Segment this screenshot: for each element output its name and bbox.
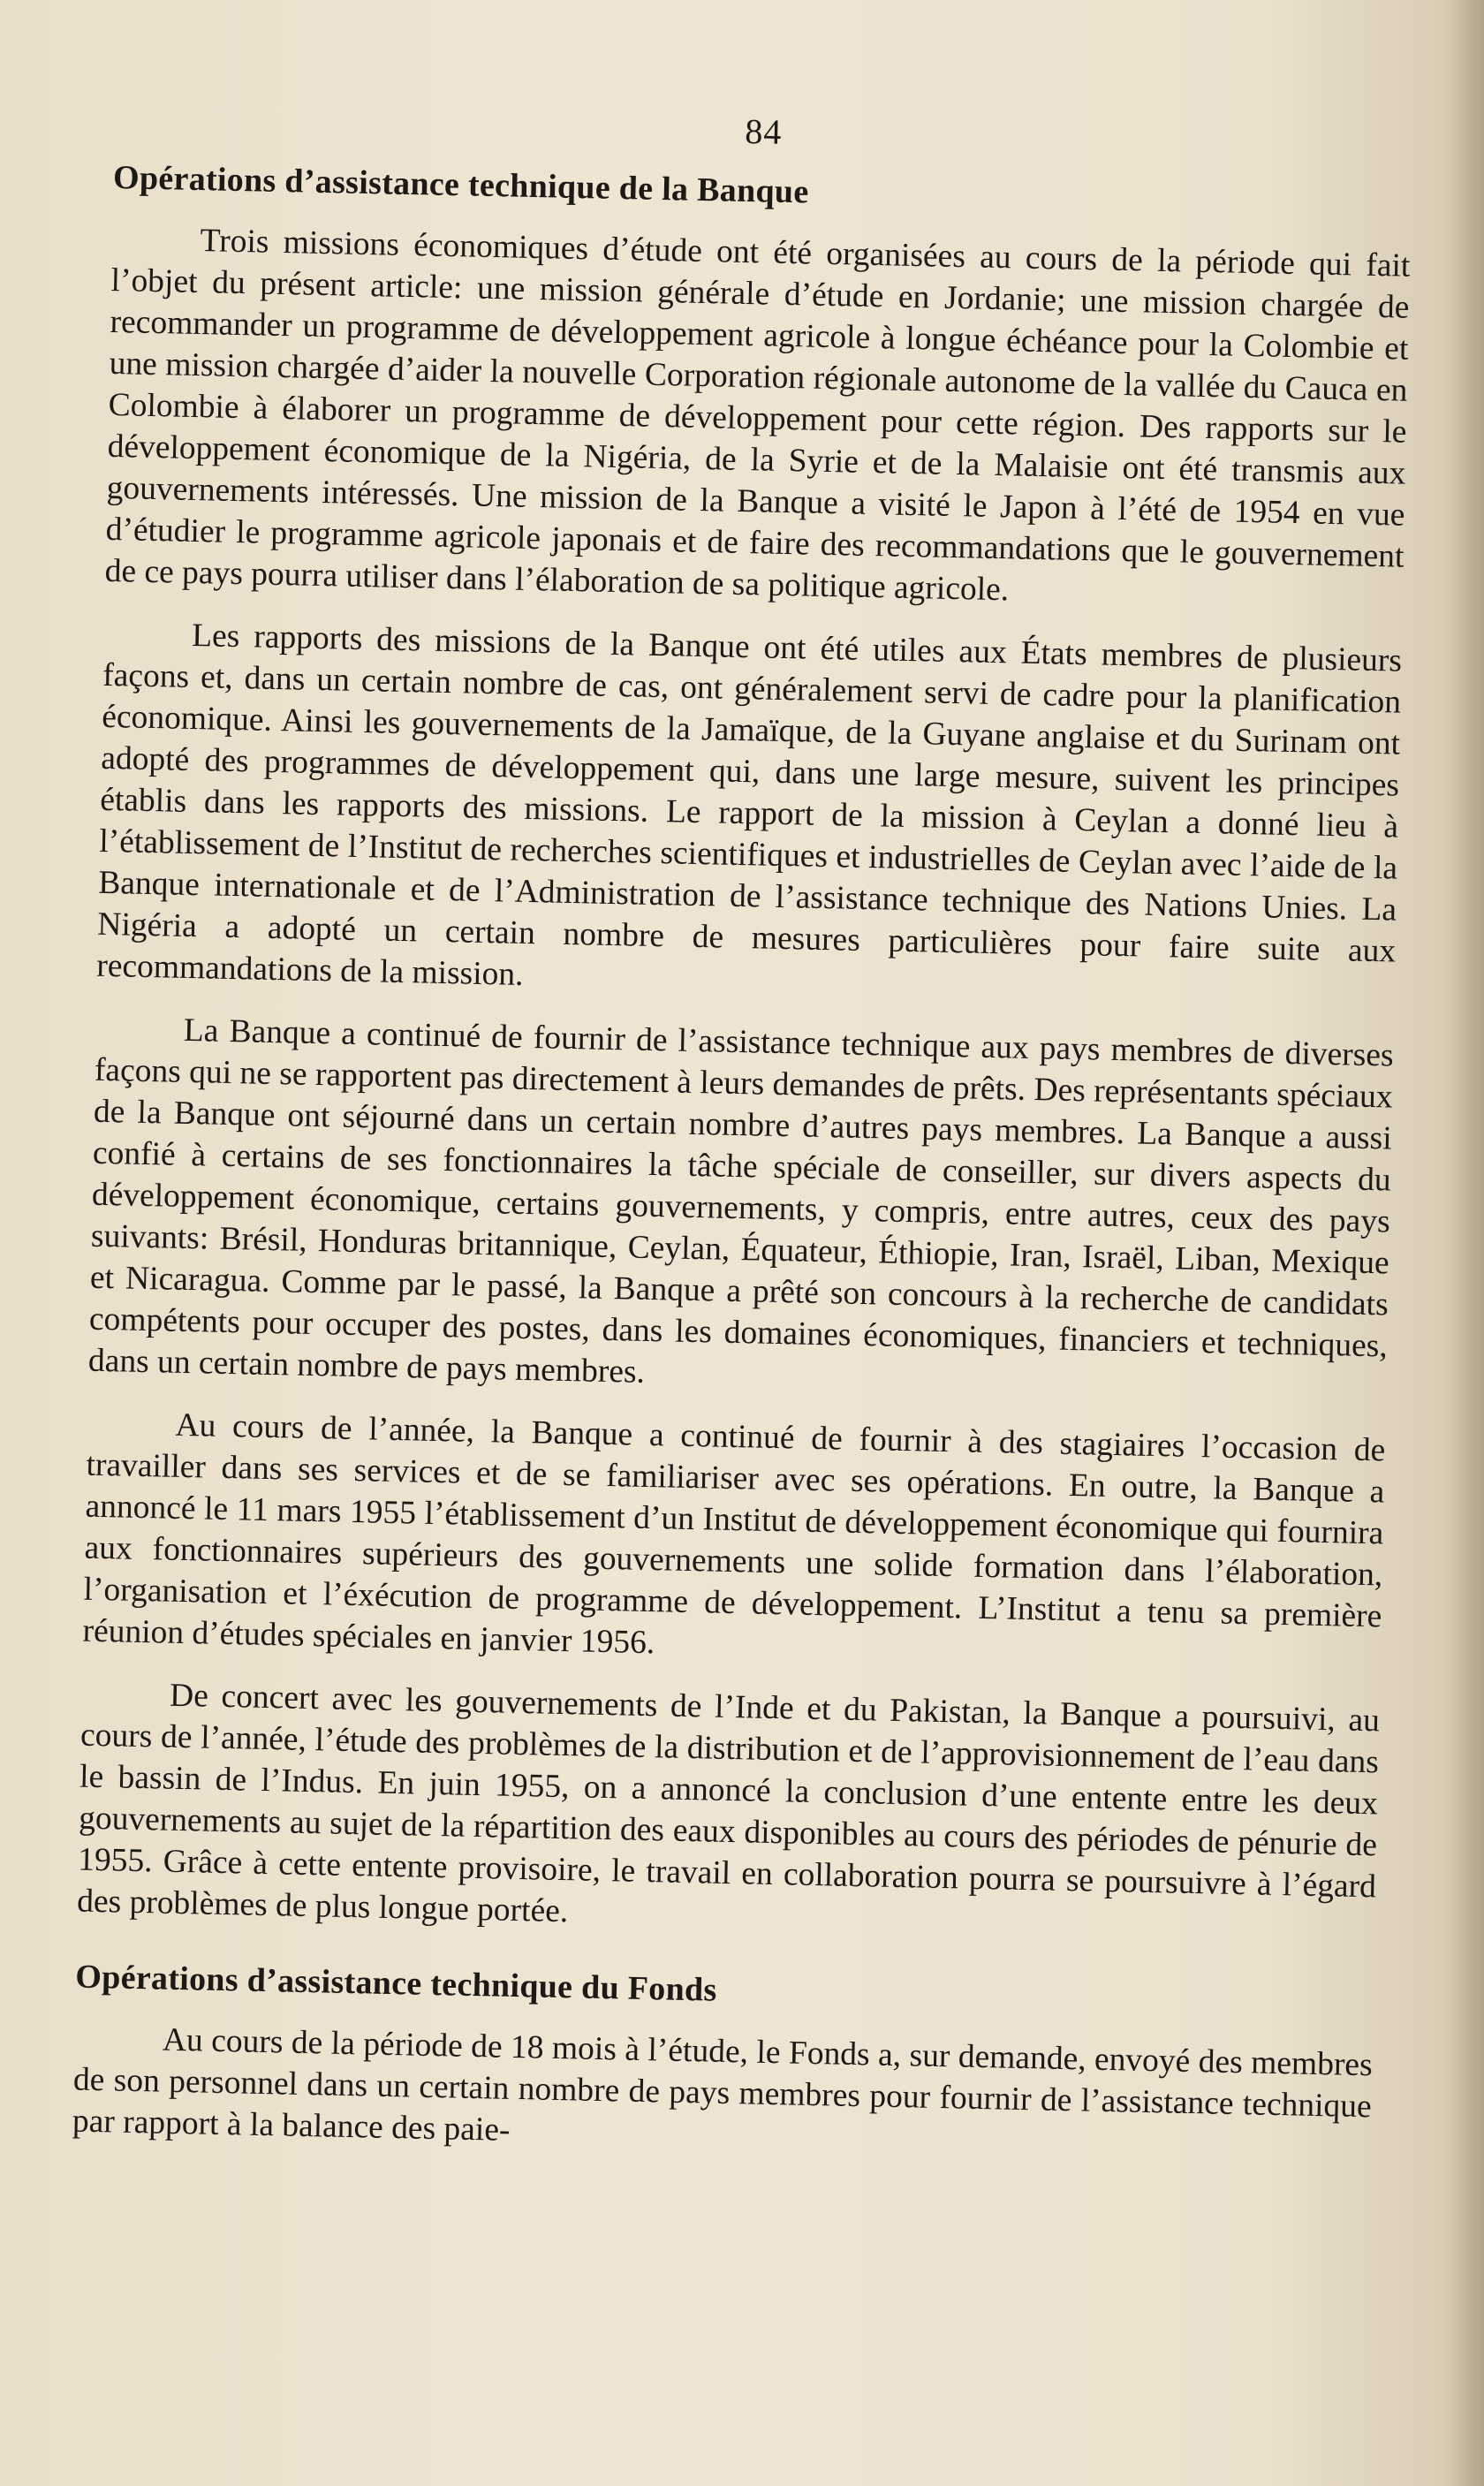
paragraph-rapports: Les rapports des missions de la Banque ont été utiles aux États membres de plusieurs façons et, dans un certain nombre de cas, ont généralement servi de cadre pour la planification économique. Ainsi les gouvernements de la Jamaïque, de la Guyane anglaise et du Surinam ont adopté des programmes de développement qui, dans une large mesure, suivent les principes établis dans les rapports des missions. Le rapport de la mission à Ceylan a donné lieu à l’établissement de l’Institut de recherches scientifiques et industrielles de Ceylan avec l’aide de la Banque internationale et de l’Administration de l’assistance technique des Nations Unies. La Nigéria a adopté un certain nombre de mesures particulières pour faire suite aux recommandations de la mission. — [95, 617, 1403, 993]
paragraph-missions: Trois missions économiques d’étude ont été organisées au cours de la période qui fait l’objet du présent article: une mission générale d’étude en Jordanie; une mission chargée de recommander un programme de développement agricole à longue échéance pour la Colombie et une mission chargée d’aider la nouvelle Corporation régionale autonome de la vallée du Cauca en Colombie à élaborer un programme de développement pour cette région. Des rapports sur le développement économique de la Nigéria, de la Syrie et de la Malaisie ont été transmis aux gouvernements intéressés. Une mission de la Banque a visité le Japon à l’été de 1954 en vue d’étudier le programme agricole japonais et de faire des recommandations que le gouvernement de ce pays pourra utiliser dans l’élaboration de sa politique agricole. — [104, 223, 1411, 609]
section-heading-fonds: Opérations d’assistance technique du Fonds — [74, 1958, 717, 2009]
paragraph-indus: De concert avec les gouvernements de l’Inde et du Pakistan, la Banque a poursuivi, au cours de l’année, l’étude des problèmes de la distribution et de l’approvisionnement de l’eau dans le bassin de l’Indus. En juin 1955, on a annoncé la conclusion d’une entente entre les deux gouvernements au sujet de la répartition des eaux disponibles au cours des périodes de pénurie de 1955. Grâce à cette entente provisoire, le travail en collaboration pourra se poursuivre à l’égard des problèmes de plus longue portée. — [76, 1677, 1381, 1930]
page-content — [72, 97, 1413, 2190]
paragraph-fonds: Au cours de la période de 18 mois à l’étude, le Fonds a, sur demande, envoyé des membres de son personnel dans un certain nombre de pays membres pour fournir de l’assistance technique par rapport à la balance des paie- — [72, 2021, 1374, 2149]
page-binding-shadow — [1449, 0, 1484, 2486]
paragraph-assistance: La Banque a continué de fournir de l’assistance technique aux pays membres de diverses façons qui ne se rapportent pas directement à leurs demandes de prêts. Des représentants spéciaux de la Banque ont séjourné dans un certain nombre d’autres pays membres. La Banque a aussi confié à certains de ses fonctionnaires la tâche spéciale de conseiller, sur divers aspects du développement économique, certains gouvernements, y compris, entre autres, ceux des pays suivants: Brésil, Honduras britannique, Ceylan, Équateur, Éthiopie, Iran, Israël, Liban, Mexique et Nicaragua. Comme par le passé, la Banque a prêté son concours à la recherche de candidats compétents pour occuper des postes, dans les domaines économiques, financiers et techniques, dans un certain nombre de pays membres. — [87, 1012, 1395, 1391]
section-heading-banque: Opérations d’assistance technique de la Banque — [112, 158, 809, 211]
page-number: 84 — [744, 110, 783, 152]
paragraph-stagiaires: Au cours de l’année, la Banque a continué de fournir à des stagiaires l’occasion de travailler dans ses services et de se familiariser avec ses opérations. En outre, la Banque a annoncé le 11 mars 1955 l’établissement d’un Institut de développement économique qui fournira aux fonctionnaires supérieurs des gouvernements une solide formation dans l’élaboration, l’organisation et l’éxécution de programme de développement. L’Institut a tenu sa première réunion d’études spéciales en janvier 1956. — [82, 1406, 1386, 1662]
